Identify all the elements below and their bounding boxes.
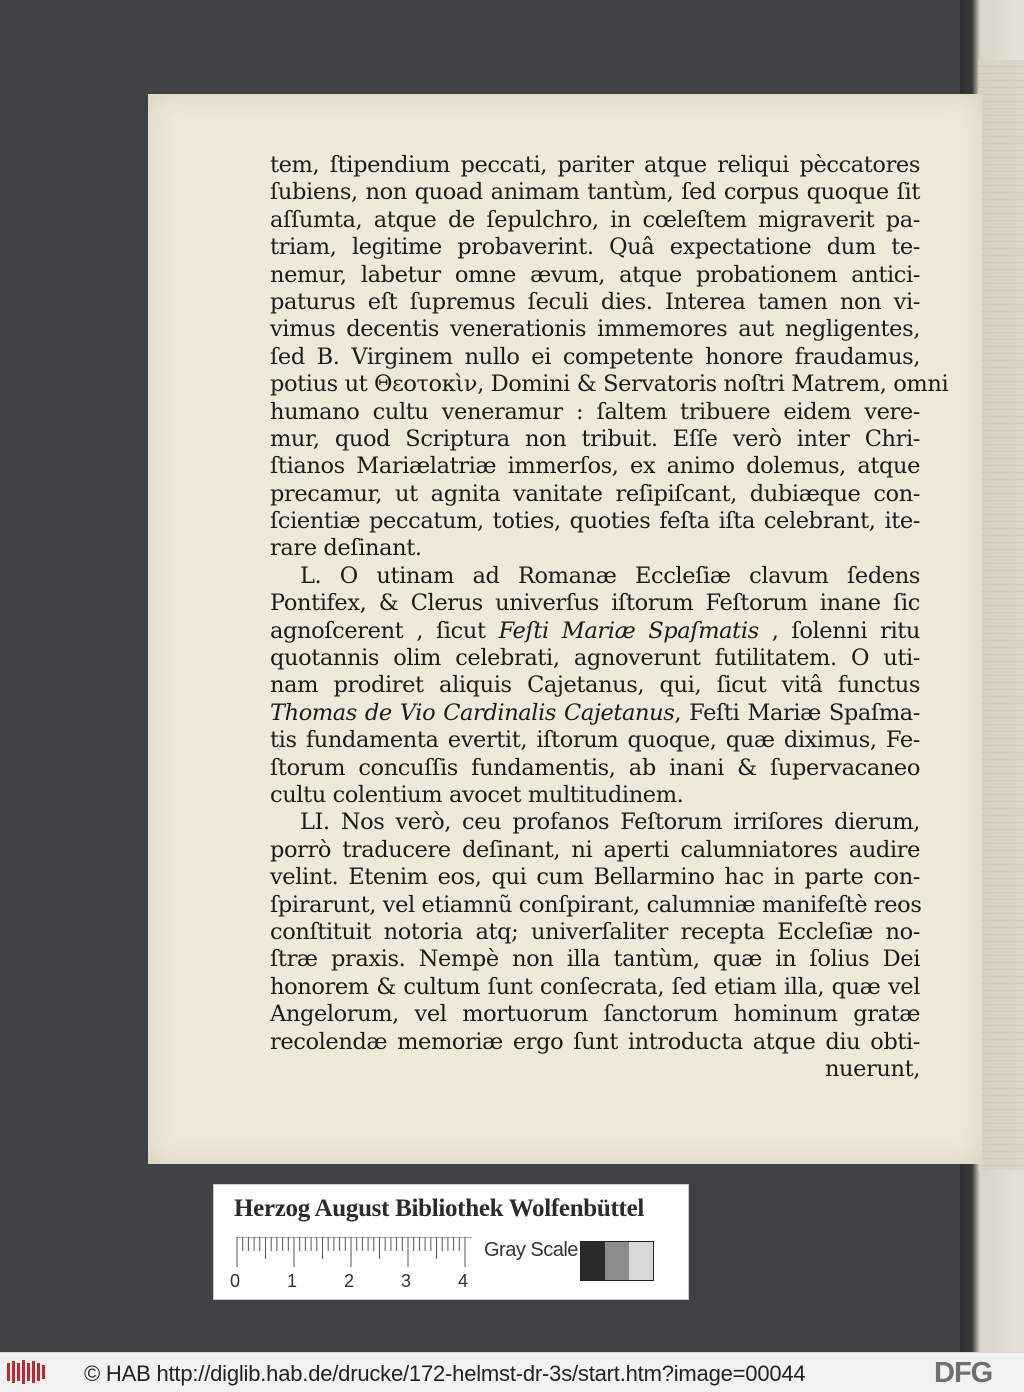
swatch-light [629,1242,653,1280]
text-line: tem, ſtipendium peccati, pariter atque reliqui pèccatores [270,152,920,178]
italic-title: Feſti Mariæ Spaſmatis [498,617,759,644]
italic-name: Thomas de Vio Cardinalis Cajetanus [270,699,675,726]
page-stack [978,60,1024,1170]
text-line: mur, quod Scriptura non tribuit. Eſſe verò inter Chri- [270,425,920,452]
text-line: triam, legitime probaverint. Quâ expectatione dum te- [270,234,920,261]
paragraph-LI-line: ſtræ praxis. Nempè non illa tantùm, quæ in ſolius Dei [270,946,920,973]
ruler-scale [236,1237,472,1269]
paragraph-LI-line: recolendæ memoriæ ergo ſunt introducta atque diu obti- [270,1028,920,1055]
ruler-number: 0 [230,1271,241,1291]
paragraph-LI-line: conſtituit notoria atq; univerſaliter recepta Eccleſiæ no- [270,918,920,945]
paragraph-LI-line: porrò traducere deſinant, ni aperti calumniatores audire [270,836,920,863]
swatch-dark [581,1242,605,1280]
catchword: nuerunt, [824,1055,920,1082]
text-line: ſed B. Virginem nullo ei competente honore fraudamus, [270,343,920,370]
paragraph-L-line: L. O utinam ad Romanæ Eccleſiæ clavum ſedens [300,562,920,589]
swatch-mid [605,1242,629,1280]
text-run: , Feſti Mariæ Spaſma- [674,699,921,726]
paragraph-LI-line: LI. Nos verò, ceu profanos Feſtorum irriſores dierum, [300,809,920,836]
text-line: rare deſinant. [270,535,422,562]
color-checker-card [213,1184,689,1300]
paragraph-L-line: ſtorum concuſſis fundamentis, ab inani & ſupervacaneo [270,754,920,781]
paragraph-L-line: cultu colentium avocet multitudinem. [270,781,684,808]
gray-scale-label: Gray Scale [484,1239,578,1261]
text-line: potius ut Θεοτοκὶν, Domini & Servatoris noſtri Matrem, omni [270,371,949,398]
dfg-logo: DFG [934,1357,993,1389]
paragraph-L-line: nam prodiret aliquis Cajetanus, qui, ſicut vitâ functus [270,672,920,699]
paragraph-L-line: quotannis olim celebrati, agnoverunt futilitatem. O uti- [270,645,920,672]
paragraph-LI-line: honorem & cultum ſunt conſecrata, ſed etiam illa, quæ vel [270,973,920,1000]
ruler-number: 1 [287,1271,298,1291]
text-run: agnoſcerent , ſicut [270,617,499,644]
footer-bar [0,1352,1024,1392]
copyright-link[interactable]: © HAB http://diglib.hab.de/drucke/172-helmst-dr-3s/start.htm?image=00044 [84,1361,806,1386]
paragraph-LI-line: ſpirarunt, vel etiamnũ conſpirant, calumniæ manifeſtè reos [270,891,922,918]
text-line: vimus decentis venerationis immemores aut negligentes, [270,316,920,343]
text-line: humano cultu veneramur : ſaltem tribuere eidem vere- [270,398,920,425]
paragraph-LI-line: velint. Etenim eos, qui cum Bellarmino hac in parte con- [270,864,920,891]
library-name: Herzog August Bibliothek Wolfenbüttel [234,1195,645,1222]
hab-logo-icon [6,1359,46,1385]
text-line: precamur, ut agnita vanitate reſipiſcant, dubiæque con- [270,480,920,507]
paragraph-L-line: Pontifex, & Clerus univerſus iſtorum Feſtorum inane ſic [270,590,920,617]
ruler-number: 2 [344,1271,355,1291]
page-text [270,152,949,1083]
text-line: aſſumta, atque de ſepulchro, in cœleſtem migraverit pa- [270,206,920,233]
paragraph-LI-line: Angelorum, vel mortuorum ſanctorum hominum gratæ [270,1001,920,1028]
paragraph-L-line [270,700,920,727]
paragraph-L-line: tis fundamenta evertit, iſtorum quoque, quæ diximus, Fe- [270,727,920,754]
text-run: , ſolenni ritu [758,617,921,644]
text-line: nemur, labetur omne ævum, atque probationem antici- [270,261,920,288]
text-line: ſcientiæ peccatum, toties, quoties feſta iſta celebrant, ite- [270,508,920,535]
paragraph-L-line [270,618,920,645]
gray-swatches [580,1241,654,1281]
ruler-number: 3 [401,1271,412,1291]
text-line: ſtianos Mariælatriæ immerſos, ex animo dolemus, atque [270,453,920,480]
text-line: paturus eſt ſupremus ſeculi dies. Interea tamen non vi- [270,288,920,315]
ruler-number: 4 [458,1271,469,1291]
ruler-numbers [230,1271,490,1293]
text-line: ſubiens, non quoad animam tantùm, ſed corpus quoque ſit [270,179,920,206]
